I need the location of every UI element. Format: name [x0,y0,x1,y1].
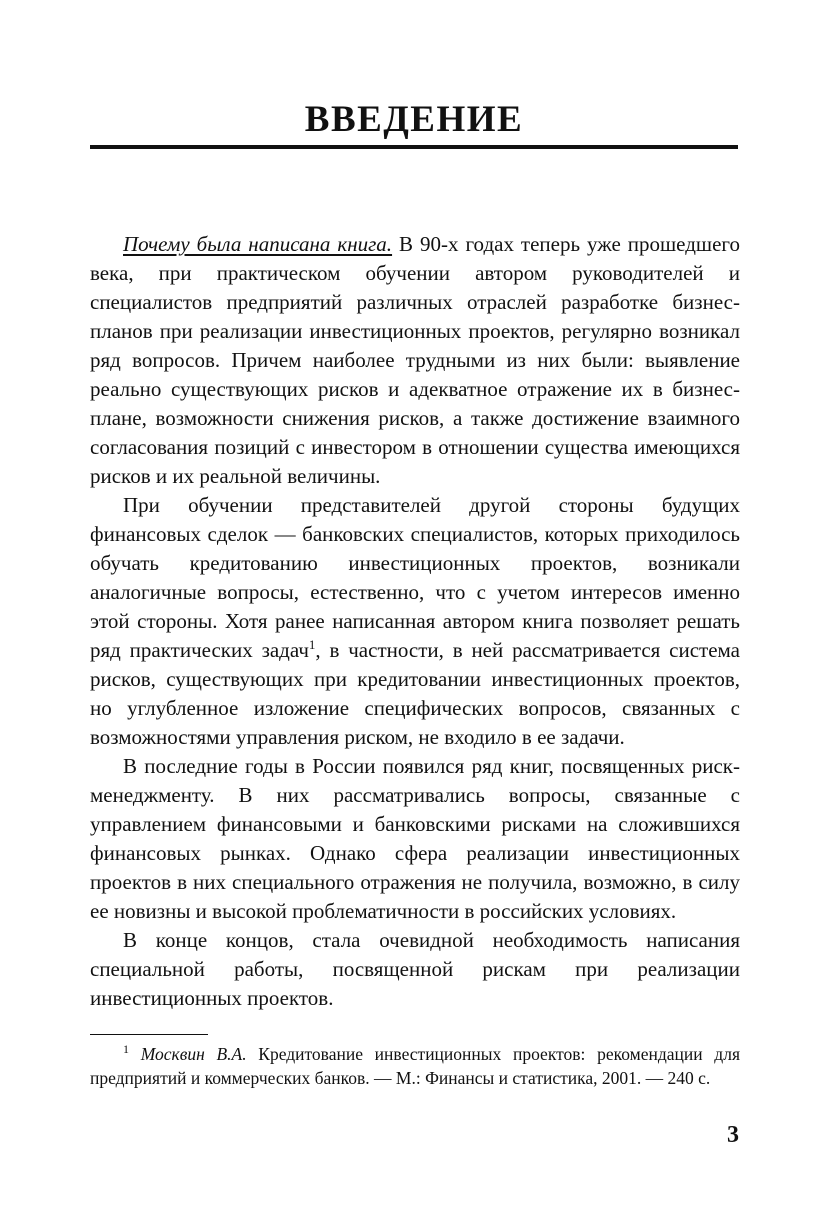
chapter-title: ВВЕДЕНИЕ [304,99,524,140]
paragraph-4-text: В конце концов, стала очевидной необходимость написания специальной работы, посвященной рискам при реализации инвестиционных проектов. [90,928,740,1010]
footnote-rule [90,1034,208,1035]
footnote-reference[interactable]: 1 [308,637,316,652]
paragraph-2-text-after: , в частности, в ней рассматривается система рисков, существующих при кредитовании инвестиционных проектов, но углубленное изложение специфических вопросов, связанных с возможностями управления риском, не входило в ее задачи. [90,638,740,749]
paragraph-2-text-before: При обучении представителей другой стороны будущих финансовых сделок — банковских специалистов, которых приходилось обучать кредитованию инвестиционных проектов, возникали аналогичные вопросы, естественно, что с учетом интересов именно этой стороны. Хотя ранее написанная автором книга позволяет решать ряд практических задач [90,493,740,662]
paragraph-3-text: В последние годы в России появился ряд книг, посвященных риск-менеджменту. В них рассматривались вопросы, связанные с управлением финансовыми и банковскими рисками на сложившихся финансовых рынках. Однако сфера реализации инвестиционных проектов в них специального отражения не получила, возможно, в силу ее новизны и высокой проблематичности в российских условиях. [90,754,740,923]
paragraph-1-text: В 90-х годах теперь уже прошедшего века, при практическом обучении автором руководителей и специалистов предприятий различных отраслей разработке бизнес-планов при реализации инвестиционных проектов, регулярно возникал ряд вопросов. Причем наиболее трудными из них были: выявление реально существующих рисков и адекватное отражение их в бизнес-плане, возможности снижения рисков, а также достижение взаимного согласования позиций с инвестором в отношении существа имеющихся рисков и их реальной величины. [90,232,740,488]
body-text [90,230,740,1013]
footnote [90,1042,740,1090]
paragraph-1 [90,230,740,491]
lead-phrase: Почему была написана книга. [123,232,393,256]
footnote-text: Кредитование инвестиционных проектов: рекомендации для предприятий и коммерческих банков. — М.: Финансы и статистика, 2001. — 240 с. [90,1044,740,1088]
footnote-author: Москвин В.А. [140,1044,247,1064]
paragraph-4 [90,926,740,1013]
title-rule [90,145,738,149]
page-number: 3 [727,1122,739,1148]
paragraph-2 [90,491,740,752]
paragraph-3 [90,752,740,926]
footnote-marker: 1 [123,1042,129,1057]
